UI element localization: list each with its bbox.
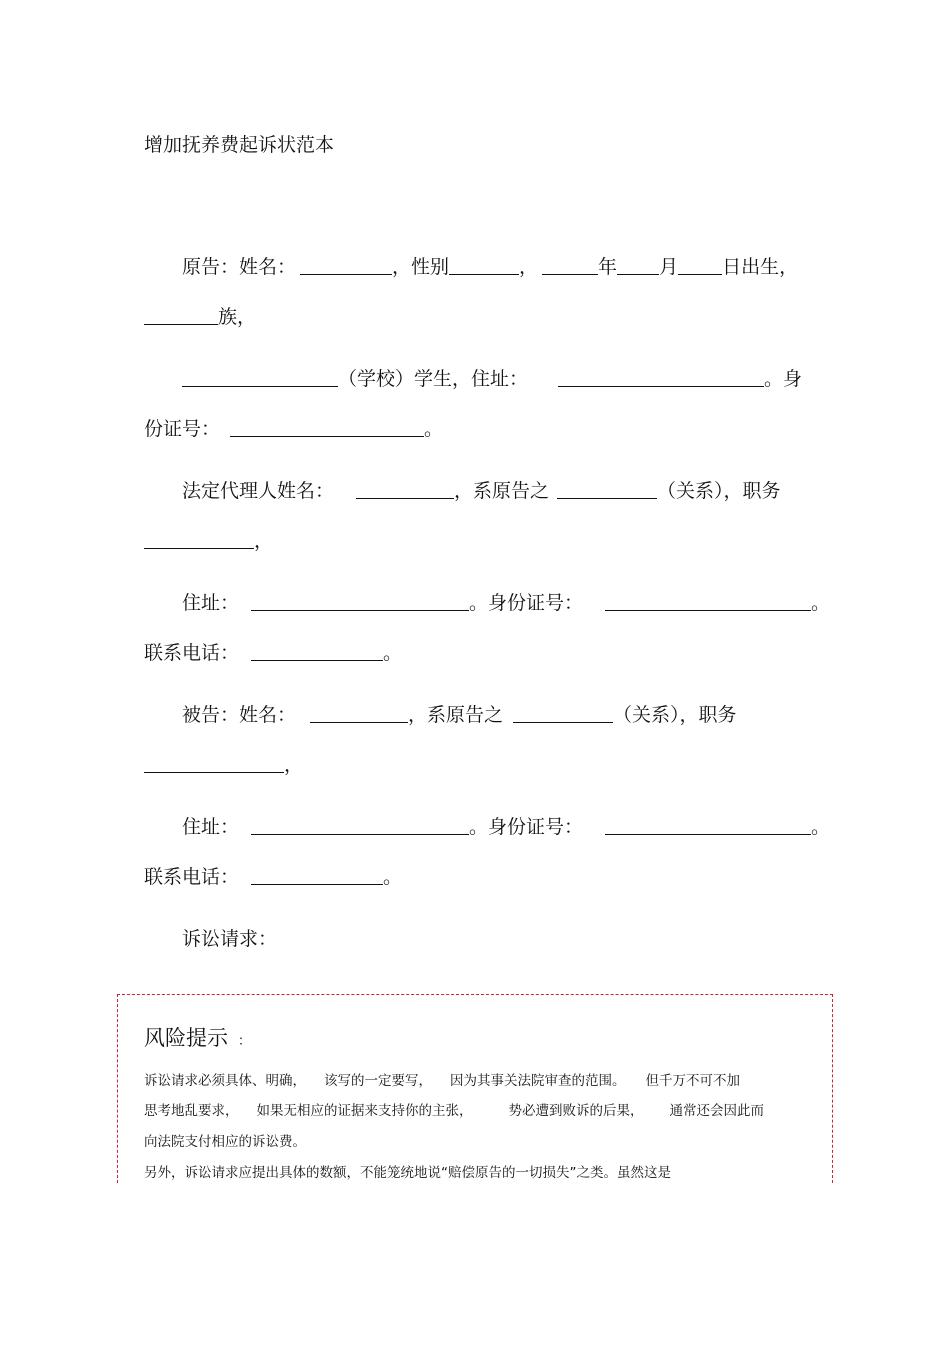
risk-text-line-3: 向法院支付相应的诉讼费。 [144,1134,306,1150]
agent-line-2 [144,528,273,554]
plaintiff-gender-label: ，性别 [392,256,450,278]
school-label: （学校）学生，住址： [338,368,529,390]
agent-address-blank[interactable] [251,590,469,611]
risk-tip-title [144,1022,251,1052]
agent-name-blank[interactable] [356,478,454,499]
agent-relation-blank[interactable] [557,478,657,499]
ethnicity-label: 族， [218,306,257,328]
month-label: 月 [659,256,679,278]
plaintiff-line-3 [182,366,802,392]
comma: ， [519,256,539,278]
agent-name-label: 法定代理人姓名： [182,480,335,502]
agent-relation-label: ，系原告之 [454,480,550,502]
risk-text-line-2 [144,1101,764,1121]
plaintiff-id-label: 份证号： [144,418,221,440]
agent-line-4 [144,640,402,666]
birth-year-blank[interactable] [542,254,598,275]
plaintiff-id-blank[interactable] [230,416,424,437]
plaintiff-gender-blank[interactable] [449,254,519,275]
agent-position-blank[interactable] [144,528,254,549]
defendant-address-label: 住址： [182,816,240,838]
defendant-relation-blank[interactable] [513,702,613,723]
period: 。 [424,418,444,440]
agent-id-label: 。身份证号： [469,592,584,614]
birth-month-blank[interactable] [617,254,659,275]
defendant-id-label: 。身份证号： [469,816,584,838]
risk-text-segment: 但千万不可不加 [645,1073,740,1089]
defendant-line-2 [144,752,303,778]
agent-line-3 [182,590,830,616]
risk-text-segment: 如果无相应的证据来支持你的主张， [256,1103,473,1119]
risk-tip-title-text: 风险提示 [144,1026,228,1050]
birth-label: 日出生， [722,256,799,278]
agent-relation-suffix: （关系），职务 [657,480,781,502]
defendant-name-label: 被告：姓名： [182,704,297,726]
phone-end: 。 [383,866,403,888]
defendant-name-blank[interactable] [310,702,408,723]
risk-text-segment: 诉讼请求必须具体、明确， [144,1073,306,1089]
id-prefix-end: 。身 [764,368,803,390]
agent-line-1 [182,478,781,504]
plaintiff-line-4 [144,416,443,442]
agent-address-label: 住址： [182,592,240,614]
plaintiff-line-2 [144,304,256,330]
defendant-address-blank[interactable] [251,814,469,835]
defendant-phone-label: 联系电话： [144,866,240,888]
birth-day-blank[interactable] [678,254,722,275]
risk-text-segment: 该写的一定要写， [324,1073,432,1089]
claims-label: 诉讼请求： [182,928,278,950]
plaintiff-address-blank[interactable] [558,366,764,387]
document-title: 增加抚养费起诉状范本 [144,134,335,156]
risk-text-line-1 [144,1071,740,1091]
plaintiff-line-1 [182,254,798,280]
defendant-relation-suffix: （关系），职务 [613,704,737,726]
school-blank[interactable] [182,366,338,387]
agent-phone-label: 联系电话： [144,642,240,664]
period: 。 [811,592,831,614]
defendant-line-1 [182,702,737,728]
defendant-relation-label: ，系原告之 [408,704,504,726]
defendant-line-3 [182,814,830,840]
defendant-phone-blank[interactable] [251,864,383,885]
risk-tip-colon: ： [238,1034,252,1049]
defendant-position-blank[interactable] [144,752,284,773]
risk-text-segment: 因为其事关法院审查的范围。 [450,1073,626,1089]
plaintiff-name-blank[interactable] [300,254,392,275]
agent-phone-blank[interactable] [251,640,383,661]
defendant-line-4 [144,864,402,890]
ethnicity-blank[interactable] [144,304,218,325]
comma: ， [254,530,274,552]
defendant-id-blank[interactable] [605,814,811,835]
period: 。 [811,816,831,838]
plaintiff-name-label: 原告：姓名： [182,256,297,278]
risk-text-segment: 思考地乱要求， [144,1103,239,1119]
agent-id-blank[interactable] [605,590,811,611]
risk-text-line-4: 另外，诉讼请求应提出具体的数额，不能笼统地说“赔偿原告的一切损失”之类。虽然这是 [144,1165,671,1181]
risk-text-segment: 势必遭到败诉的后果， [508,1103,644,1119]
year-label: 年 [598,256,618,278]
risk-text-segment: 通常还会因此而 [669,1103,764,1119]
comma: ， [284,754,304,776]
phone-end: 。 [383,642,403,664]
